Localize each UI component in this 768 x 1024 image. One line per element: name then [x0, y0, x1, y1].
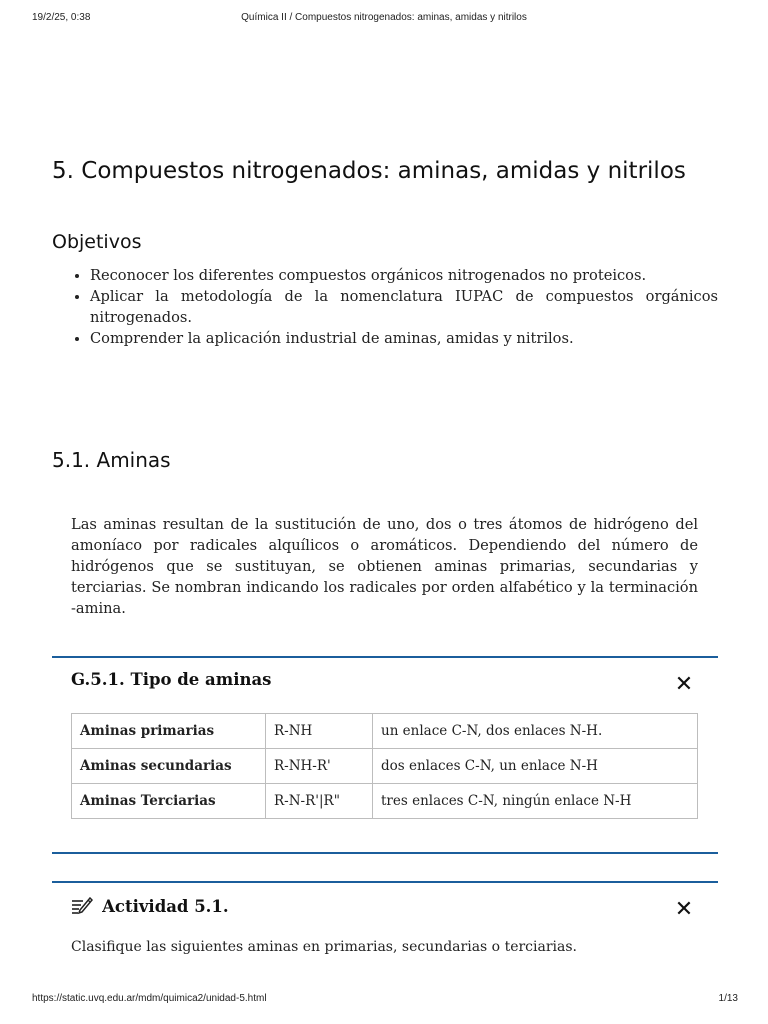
objective-item: • Aplicar la metodología de la nomenclatura IUPAC de compuestos orgánicos nitrogenados. — [90, 286, 718, 328]
box-top-rule — [52, 656, 718, 658]
print-footer — [0, 993, 768, 1009]
amine-type-cell: Aminas primarias — [72, 714, 266, 749]
print-datetime: 19/2/25, 0:38 — [32, 12, 91, 23]
close-icon[interactable]: ✕ — [674, 897, 694, 922]
table-row — [72, 784, 698, 819]
amine-formula-cell: R-N-R'|R" — [266, 784, 373, 819]
amine-types-table — [71, 713, 698, 819]
section-title: 5.1. Aminas — [52, 448, 171, 472]
print-page-title: Química II / Compuestos nitrogenados: aminas, amidas y nitrilos — [241, 12, 527, 23]
amine-type-cell: Aminas Terciarias — [72, 784, 266, 819]
pencil-note-icon — [71, 897, 93, 917]
amine-formula-cell: R-NH-R' — [266, 749, 373, 784]
print-url: https://static.uvq.edu.ar/mdm/quimica2/unidad-5.html — [32, 993, 267, 1004]
print-page-number: 1/13 — [718, 993, 738, 1004]
amine-description-cell: un enlace C-N, dos enlaces N-H. — [373, 714, 698, 749]
objectives-list — [52, 265, 718, 349]
amine-box-title: G.5.1. Tipo de aminas — [71, 670, 272, 689]
chapter-title: 5. Compuestos nitrogenados: aminas, amidas y nitrilos — [52, 158, 686, 184]
amine-type-cell: Aminas secundarias — [72, 749, 266, 784]
activity-text: Clasifique las siguientes aminas en primarias, secundarias o terciarias. — [71, 939, 577, 955]
print-header — [0, 12, 768, 28]
amine-description-cell: tres enlaces C-N, ningún enlace N-H — [373, 784, 698, 819]
amine-formula-cell: R-NH — [266, 714, 373, 749]
box-bottom-rule — [52, 852, 718, 854]
objective-item: • Comprender la aplicación industrial de aminas, amidas y nitrilos. — [90, 328, 718, 349]
amine-description-cell: dos enlaces C-N, un enlace N-H — [373, 749, 698, 784]
table-row — [72, 714, 698, 749]
table-row — [72, 749, 698, 784]
section-paragraph: Las aminas resultan de la sustitución de uno, dos o tres átomos de hidrógeno del amoníaco por radicales alquílicos o aromáticos. Dependiendo del número de hidrógenos que se sustituyan, se obtienen aminas primarias, secundarias y terciarias. Se nombran indicando los radicales por orden alfabético y la terminación -amina. — [71, 516, 698, 617]
objective-item: • Reconocer los diferentes compuestos orgánicos nitrogenados no proteicos. — [90, 265, 718, 286]
activity-header — [71, 896, 229, 920]
close-icon[interactable]: ✕ — [674, 672, 694, 697]
activity-title: Actividad 5.1. — [102, 897, 229, 916]
objectives-heading: Objetivos — [52, 231, 142, 253]
activity-top-rule — [52, 881, 718, 883]
